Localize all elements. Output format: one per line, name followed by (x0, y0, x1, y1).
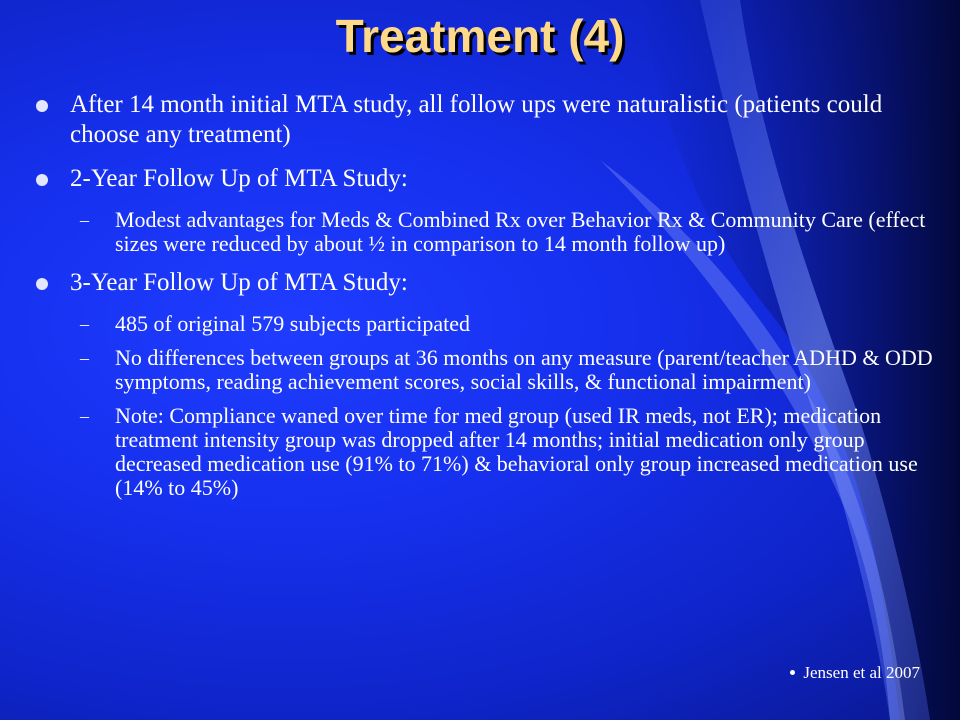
sub-bullet-text: Note: Compliance waned over time for med group (used IR meds, not ER); medication treatment intensity group was dropped after 14 months; initial medication only group decreased medication use (91% to 71%) & behavioral only group increased medication use (14% to 45%) (115, 403, 918, 500)
bullet-text: 3-Year Follow Up of MTA Study: (70, 269, 408, 296)
sub-bullet-item (36, 346, 936, 394)
bullet-item (36, 90, 936, 150)
sub-bullet-text: 485 of original 579 subjects participated (115, 311, 470, 336)
bullet-item (36, 268, 936, 298)
bullet-dot-icon (36, 278, 48, 290)
dash-icon: – (80, 314, 89, 334)
bullet-text: After 14 month initial MTA study, all follow ups were naturalistic (patients could choose any treatment) (70, 91, 883, 148)
bullet-text: 2-Year Follow Up of MTA Study: (70, 165, 408, 192)
sub-bullet-text: Modest advantages for Meds & Combined Rx over Behavior Rx & Community Care (effect sizes were reduced by about ½ in comparison to 14 month follow up) (115, 207, 926, 256)
sub-bullet-text: No differences between groups at 36 months on any measure (parent/teacher ADHD & ODD symptoms, reading achievement scores, social skills, & functional impairment) (115, 345, 933, 394)
dash-icon: – (80, 210, 89, 230)
citation-text: Jensen et al 2007 (803, 663, 920, 682)
bullet-dot-icon (36, 100, 48, 112)
bullet-list (36, 90, 936, 510)
citation-dot-icon (790, 670, 795, 675)
sub-bullet-item (36, 208, 936, 256)
slide-title: Treatment (4) (335, 10, 625, 62)
dash-icon: – (80, 406, 89, 426)
dash-icon: – (80, 348, 89, 368)
bullet-item (36, 164, 936, 194)
citation (790, 662, 920, 684)
bullet-dot-icon (36, 174, 48, 186)
sub-bullet-item (36, 312, 936, 336)
sub-bullet-item (36, 404, 936, 500)
